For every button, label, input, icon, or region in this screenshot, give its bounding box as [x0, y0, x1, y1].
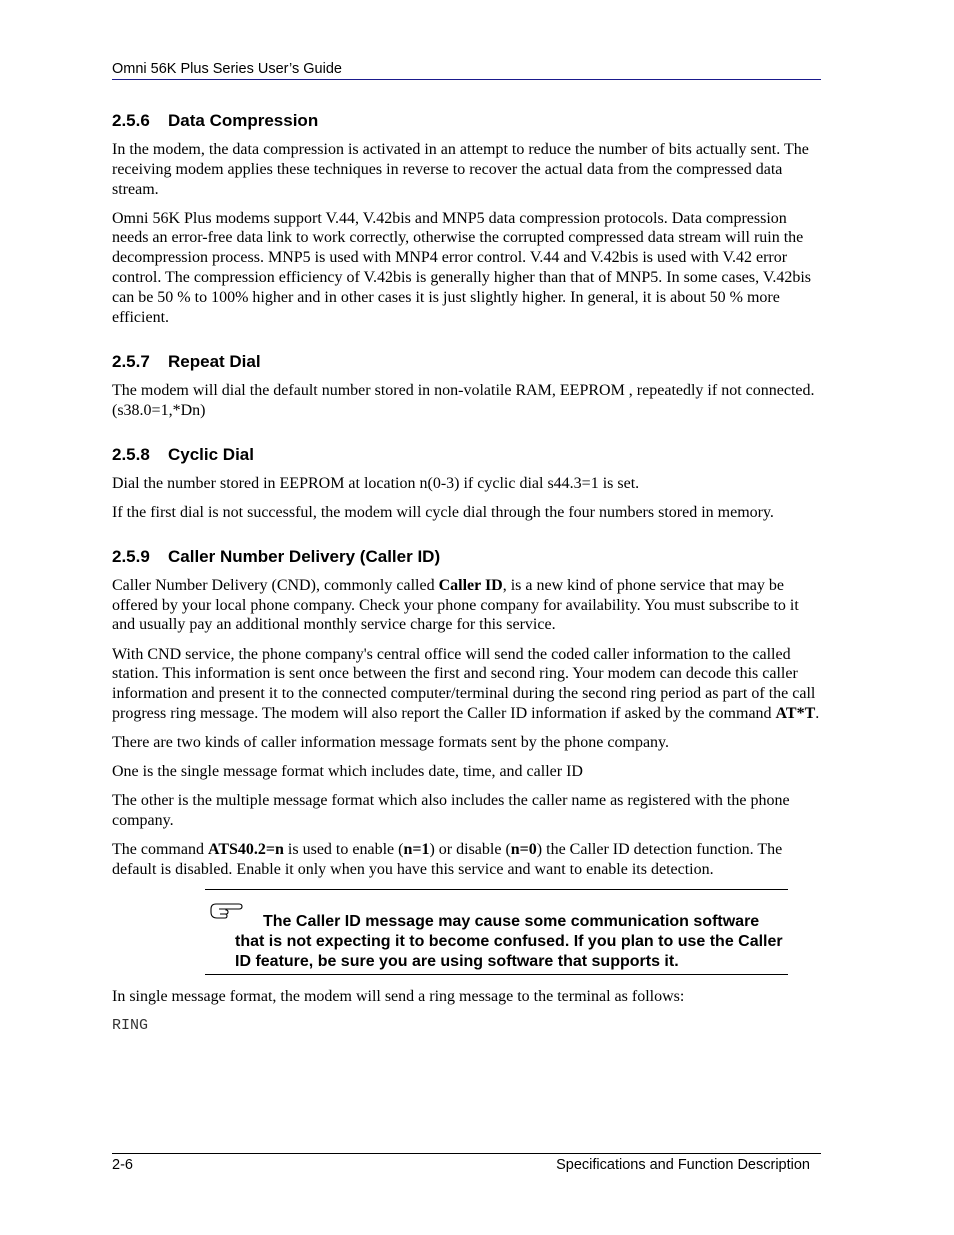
section-number: 2.5.6 [112, 111, 150, 130]
paragraph: In single message format, the modem will send a ring message to the terminal as follows: [112, 987, 685, 1005]
paragraph: The command ATS40.2=n is used to enable (n=1) or disable (n=0) the Caller ID detection function. The default is disabled. Enable it only when you have this service and want to enable its detection. [112, 841, 783, 878]
page-header [112, 61, 821, 80]
page-content [112, 110, 822, 1036]
note-text: The Caller ID message may cause some communication software that is not expecting it to become confused. If you plan to use the Caller ID feature, be sure you are using software that supports it. [235, 912, 783, 970]
pointing-hand-icon [209, 900, 243, 920]
guide-title: Omni 56K Plus Series User’s Guide [112, 61, 342, 77]
section-heading-cyclic-dial [112, 444, 822, 466]
paragraph: In the modem, the data compression is activated in an attempt to reduce the number of bits actually sent. The receiving modem applies these techniques in reverse to recover the actual data from the compressed data stream. [112, 141, 809, 198]
paragraph: Dial the number stored in EEPROM at location n(0-3) if cyclic dial s44.3=1 is set. [112, 474, 640, 492]
paragraph: The other is the multiple message format which also includes the caller name as registered with the phone company. [112, 792, 790, 829]
page-footer [112, 1153, 821, 1174]
section-heading-repeat-dial [112, 351, 822, 373]
section-number: 2.5.9 [112, 546, 150, 566]
section-number: 2.5.7 [112, 351, 150, 371]
section-number: 2.5.8 [112, 444, 150, 464]
note-box [205, 889, 788, 975]
section-heading-caller-id [112, 546, 822, 568]
code-sample: RING [112, 1017, 149, 1035]
footer-section-title: Specifications and Function Description [556, 1157, 810, 1173]
section-title: Repeat Dial [168, 351, 261, 371]
paragraph: If the first dial is not successful, the modem will cycle dial through the four numbers stored in memory. [112, 503, 774, 521]
paragraph: Caller Number Delivery (CND), commonly called Caller ID, is a new kind of phone service that may be offered by your local phone company. Check your phone company for availability. You must subscribe to it and usually pay an additional monthly service charge for this service. [112, 576, 799, 634]
paragraph: The modem will dial the default number stored in non-volatile RAM, EEPROM , repeatedly if not connected.(s38.0=1,*Dn) [112, 381, 815, 419]
section-title: Caller Number Delivery (Caller ID) [168, 546, 441, 566]
page-number: 2-6 [112, 1157, 133, 1173]
paragraph: There are two kinds of caller information message formats sent by the phone company. [112, 734, 670, 752]
paragraph: One is the single message format which includes date, time, and caller ID [112, 763, 583, 781]
section-title: Cyclic Dial [168, 444, 254, 464]
paragraph: With CND service, the phone company's central office will send the coded caller information to the called station. This information is sent once between the first and second ring. Your modem can decode this caller information and present it to the connected computer/terminal during the second ring period as part of the call progress ring message. The modem will also report the Caller ID information if asked by the command AT*T. [112, 645, 820, 722]
section-heading-data-compression [112, 110, 822, 132]
section-title: Data Compression [168, 111, 319, 130]
paragraph: Omni 56K Plus modems support V.44, V.42bis and MNP5 data compression protocols. Data compression needs an error-free data link to work correctly, otherwise the corrupted compressed data stream will ruin the decompression process. MNP5 is used with MNP4 error control. V.44 and V.42bis is used with V.42 error control. The compression efficiency of V.42bis is generally higher than that of MNP5. In some cases, V.42bis can be 50 % to 100% higher and in other cases it is just slightly higher. In general, it is about 50 % more efficient. [112, 209, 811, 326]
